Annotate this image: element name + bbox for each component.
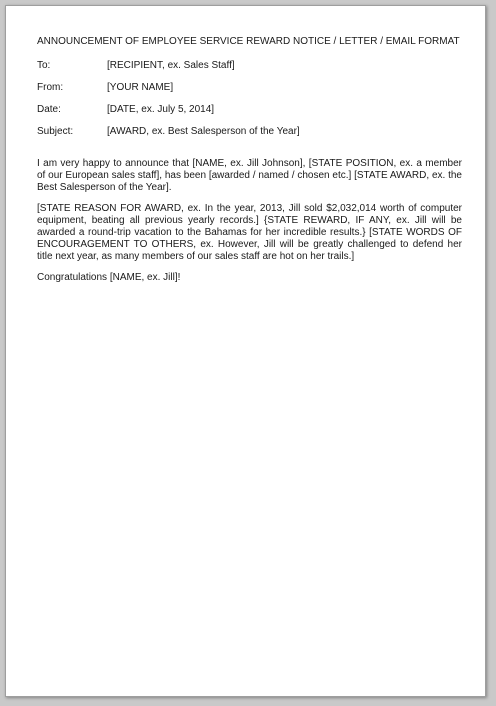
field-date-label: Date: (37, 104, 61, 115)
field-from-value: [YOUR NAME] (107, 82, 174, 93)
paragraph-reason: [STATE REASON FOR AWARD, ex. In the year, 2013, Jill sold $2,032,014 worth of computer equipment, beating all previous yearly records.] {STATE REWARD, IF ANY, ex. Jill will be awarded a round-trip vacation to the Bahamas for her incredible results.} [STATE WORDS OF ENCOURAGEMENT TO OTHERS, ex. However, Jill will be greatly challenged to defend her title next year, as many members of our sales staff are hot on her trails.] (37, 203, 462, 262)
field-subject-value: [AWARD, ex. Best Salesperson of the Year] (107, 126, 300, 137)
field-subject-label: Subject: (37, 126, 74, 137)
field-date (37, 104, 462, 116)
field-from (37, 82, 462, 94)
document-page (5, 5, 486, 697)
field-to-label: To: (37, 60, 51, 71)
document-content (37, 36, 462, 293)
letter-body (37, 158, 462, 284)
paragraph-congratulations: Congratulations [NAME, ex. Jill]! (37, 272, 181, 283)
field-to-value: [RECIPIENT, ex. Sales Staff] (107, 60, 235, 71)
field-date-value: [DATE, ex. July 5, 2014] (107, 104, 215, 115)
field-subject (37, 126, 462, 138)
document-title: ANNOUNCEMENT OF EMPLOYEE SERVICE REWARD NOTICE / LETTER / EMAIL FORMAT (37, 36, 460, 47)
paragraph-announcement: I am very happy to announce that [NAME, ex. Jill Johnson], [STATE POSITION, ex. a member of our European sales staff], has been [awarded / named / chosen etc.] [STATE AWARD, ex. the Best Salesperson of the Year]. (37, 158, 462, 193)
field-to (37, 60, 462, 72)
field-from-label: From: (37, 82, 64, 93)
